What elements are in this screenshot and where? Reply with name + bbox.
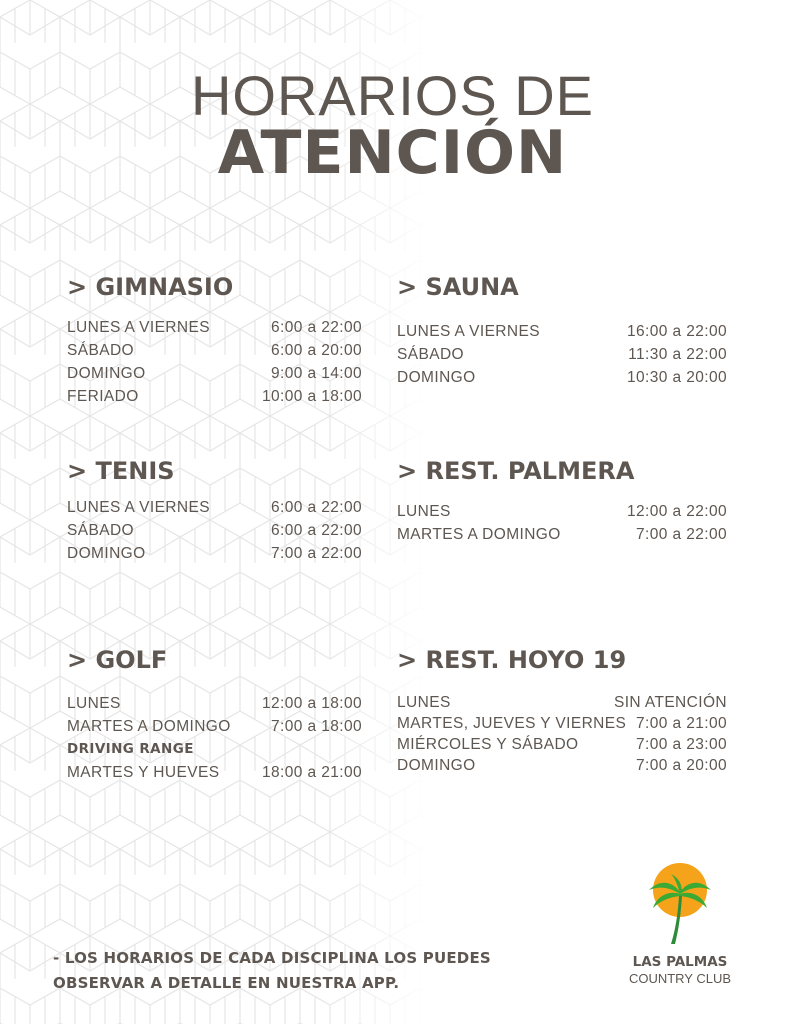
schedule-row bbox=[67, 496, 362, 519]
schedule-time: 6:00 a 20:00 bbox=[271, 342, 362, 359]
footnote-line: OBSERVAR A DETALLE EN NUESTRA APP. bbox=[53, 974, 400, 992]
schedule-time: 7:00 a 20:00 bbox=[636, 757, 727, 774]
section-gimnasio bbox=[67, 272, 362, 408]
page-title-line2: ATENCIÓN bbox=[217, 118, 568, 188]
schedule-row bbox=[67, 339, 362, 362]
schedule-row bbox=[67, 316, 362, 339]
footnote-line: - LOS HORARIOS DE CADA DISCIPLINA LOS PUEDES bbox=[53, 949, 491, 967]
logo-subtitle: COUNTRY CLUB bbox=[628, 971, 732, 986]
schedule-day: LUNES A VIERNES bbox=[67, 319, 210, 336]
schedule-row bbox=[397, 343, 727, 366]
schedule-time: 12:00 a 18:00 bbox=[261, 695, 362, 712]
schedule-time: 7:00 a 21:00 bbox=[636, 715, 727, 732]
schedule-time: 10:30 a 20:00 bbox=[626, 369, 727, 386]
schedule-time: 7:00 a 18:00 bbox=[271, 718, 362, 735]
schedule-day: MARTES Y HUEVES bbox=[67, 764, 220, 781]
schedule-day: DOMINGO bbox=[67, 365, 146, 382]
schedule-day: LUNES bbox=[67, 695, 121, 712]
palm-tree-sun-icon bbox=[645, 860, 715, 946]
schedule-time: 12:00 a 22:00 bbox=[626, 503, 727, 520]
schedule-day: SÁBADO bbox=[67, 342, 135, 359]
schedule-time: 9:00 a 14:00 bbox=[271, 365, 362, 382]
schedule-row bbox=[67, 715, 362, 738]
schedule-row bbox=[397, 320, 727, 343]
section-title: > REST. PALMERA bbox=[397, 457, 635, 485]
schedule-day: DOMINGO bbox=[397, 369, 476, 386]
schedule-row bbox=[67, 519, 362, 542]
schedule-time: 7:00 a 22:00 bbox=[636, 526, 727, 543]
schedule-time: 6:00 a 22:00 bbox=[271, 319, 362, 336]
section-sauna bbox=[397, 272, 727, 389]
schedule-row bbox=[397, 734, 727, 755]
schedule-subheading bbox=[67, 738, 362, 761]
section-tenis bbox=[67, 456, 362, 565]
schedule-row bbox=[67, 542, 362, 565]
section-rest-hoyo-19 bbox=[397, 645, 727, 776]
schedule-day: MIÉRCOLES Y SÁBADO bbox=[397, 736, 579, 753]
driving-range-label: DRIVING RANGE bbox=[67, 741, 194, 757]
schedule-day: LUNES bbox=[397, 694, 451, 711]
schedule-row bbox=[67, 761, 362, 784]
schedule-row bbox=[397, 523, 727, 546]
schedule-day: SÁBADO bbox=[397, 346, 465, 363]
section-title: > GOLF bbox=[67, 646, 168, 674]
schedule-time: 6:00 a 22:00 bbox=[271, 522, 362, 539]
schedule-day: DOMINGO bbox=[397, 757, 476, 774]
schedule-time: SIN ATENCIÓN bbox=[613, 694, 727, 711]
schedule-time: 7:00 a 22:00 bbox=[271, 545, 362, 562]
schedule-day: MARTES A DOMINGO bbox=[397, 526, 561, 543]
schedule-day: DOMINGO bbox=[67, 545, 146, 562]
section-golf bbox=[67, 645, 362, 784]
schedule-time: 16:00 a 22:00 bbox=[626, 323, 727, 340]
schedule-time: 10:00 a 18:00 bbox=[261, 388, 362, 405]
schedule-row bbox=[397, 713, 727, 734]
schedule-day: MARTES A DOMINGO bbox=[67, 718, 231, 735]
section-title: > SAUNA bbox=[397, 273, 519, 301]
schedule-day: LUNES A VIERNES bbox=[397, 323, 540, 340]
schedule-row bbox=[67, 692, 362, 715]
page-title-line1: HORARIOS DE bbox=[190, 64, 595, 127]
schedule-row bbox=[397, 366, 727, 389]
schedule-row bbox=[397, 755, 727, 776]
schedule-time: 18:00 a 21:00 bbox=[261, 764, 362, 781]
section-title: > REST. HOYO 19 bbox=[397, 646, 627, 674]
schedule-day: MARTES, JUEVES Y VIERNES bbox=[397, 715, 627, 732]
logo-name: LAS PALMAS bbox=[632, 954, 728, 970]
section-rest-palmera bbox=[397, 456, 727, 546]
schedule-row bbox=[67, 385, 362, 408]
schedule-day: LUNES bbox=[397, 503, 451, 520]
schedule-day: LUNES A VIERNES bbox=[67, 499, 210, 516]
footnote bbox=[53, 946, 491, 996]
schedule-row bbox=[67, 362, 362, 385]
schedule-time: 11:30 a 22:00 bbox=[628, 346, 727, 363]
club-logo bbox=[615, 860, 745, 987]
section-title: > GIMNASIO bbox=[67, 273, 234, 301]
schedule-row bbox=[397, 692, 727, 713]
schedule-time: 6:00 a 22:00 bbox=[271, 499, 362, 516]
schedule-day: SÁBADO bbox=[67, 522, 135, 539]
schedule-row bbox=[397, 500, 727, 523]
schedule-day: FERIADO bbox=[67, 388, 139, 405]
schedule-time: 7:00 a 23:00 bbox=[636, 736, 727, 753]
section-title: > TENIS bbox=[67, 457, 175, 485]
